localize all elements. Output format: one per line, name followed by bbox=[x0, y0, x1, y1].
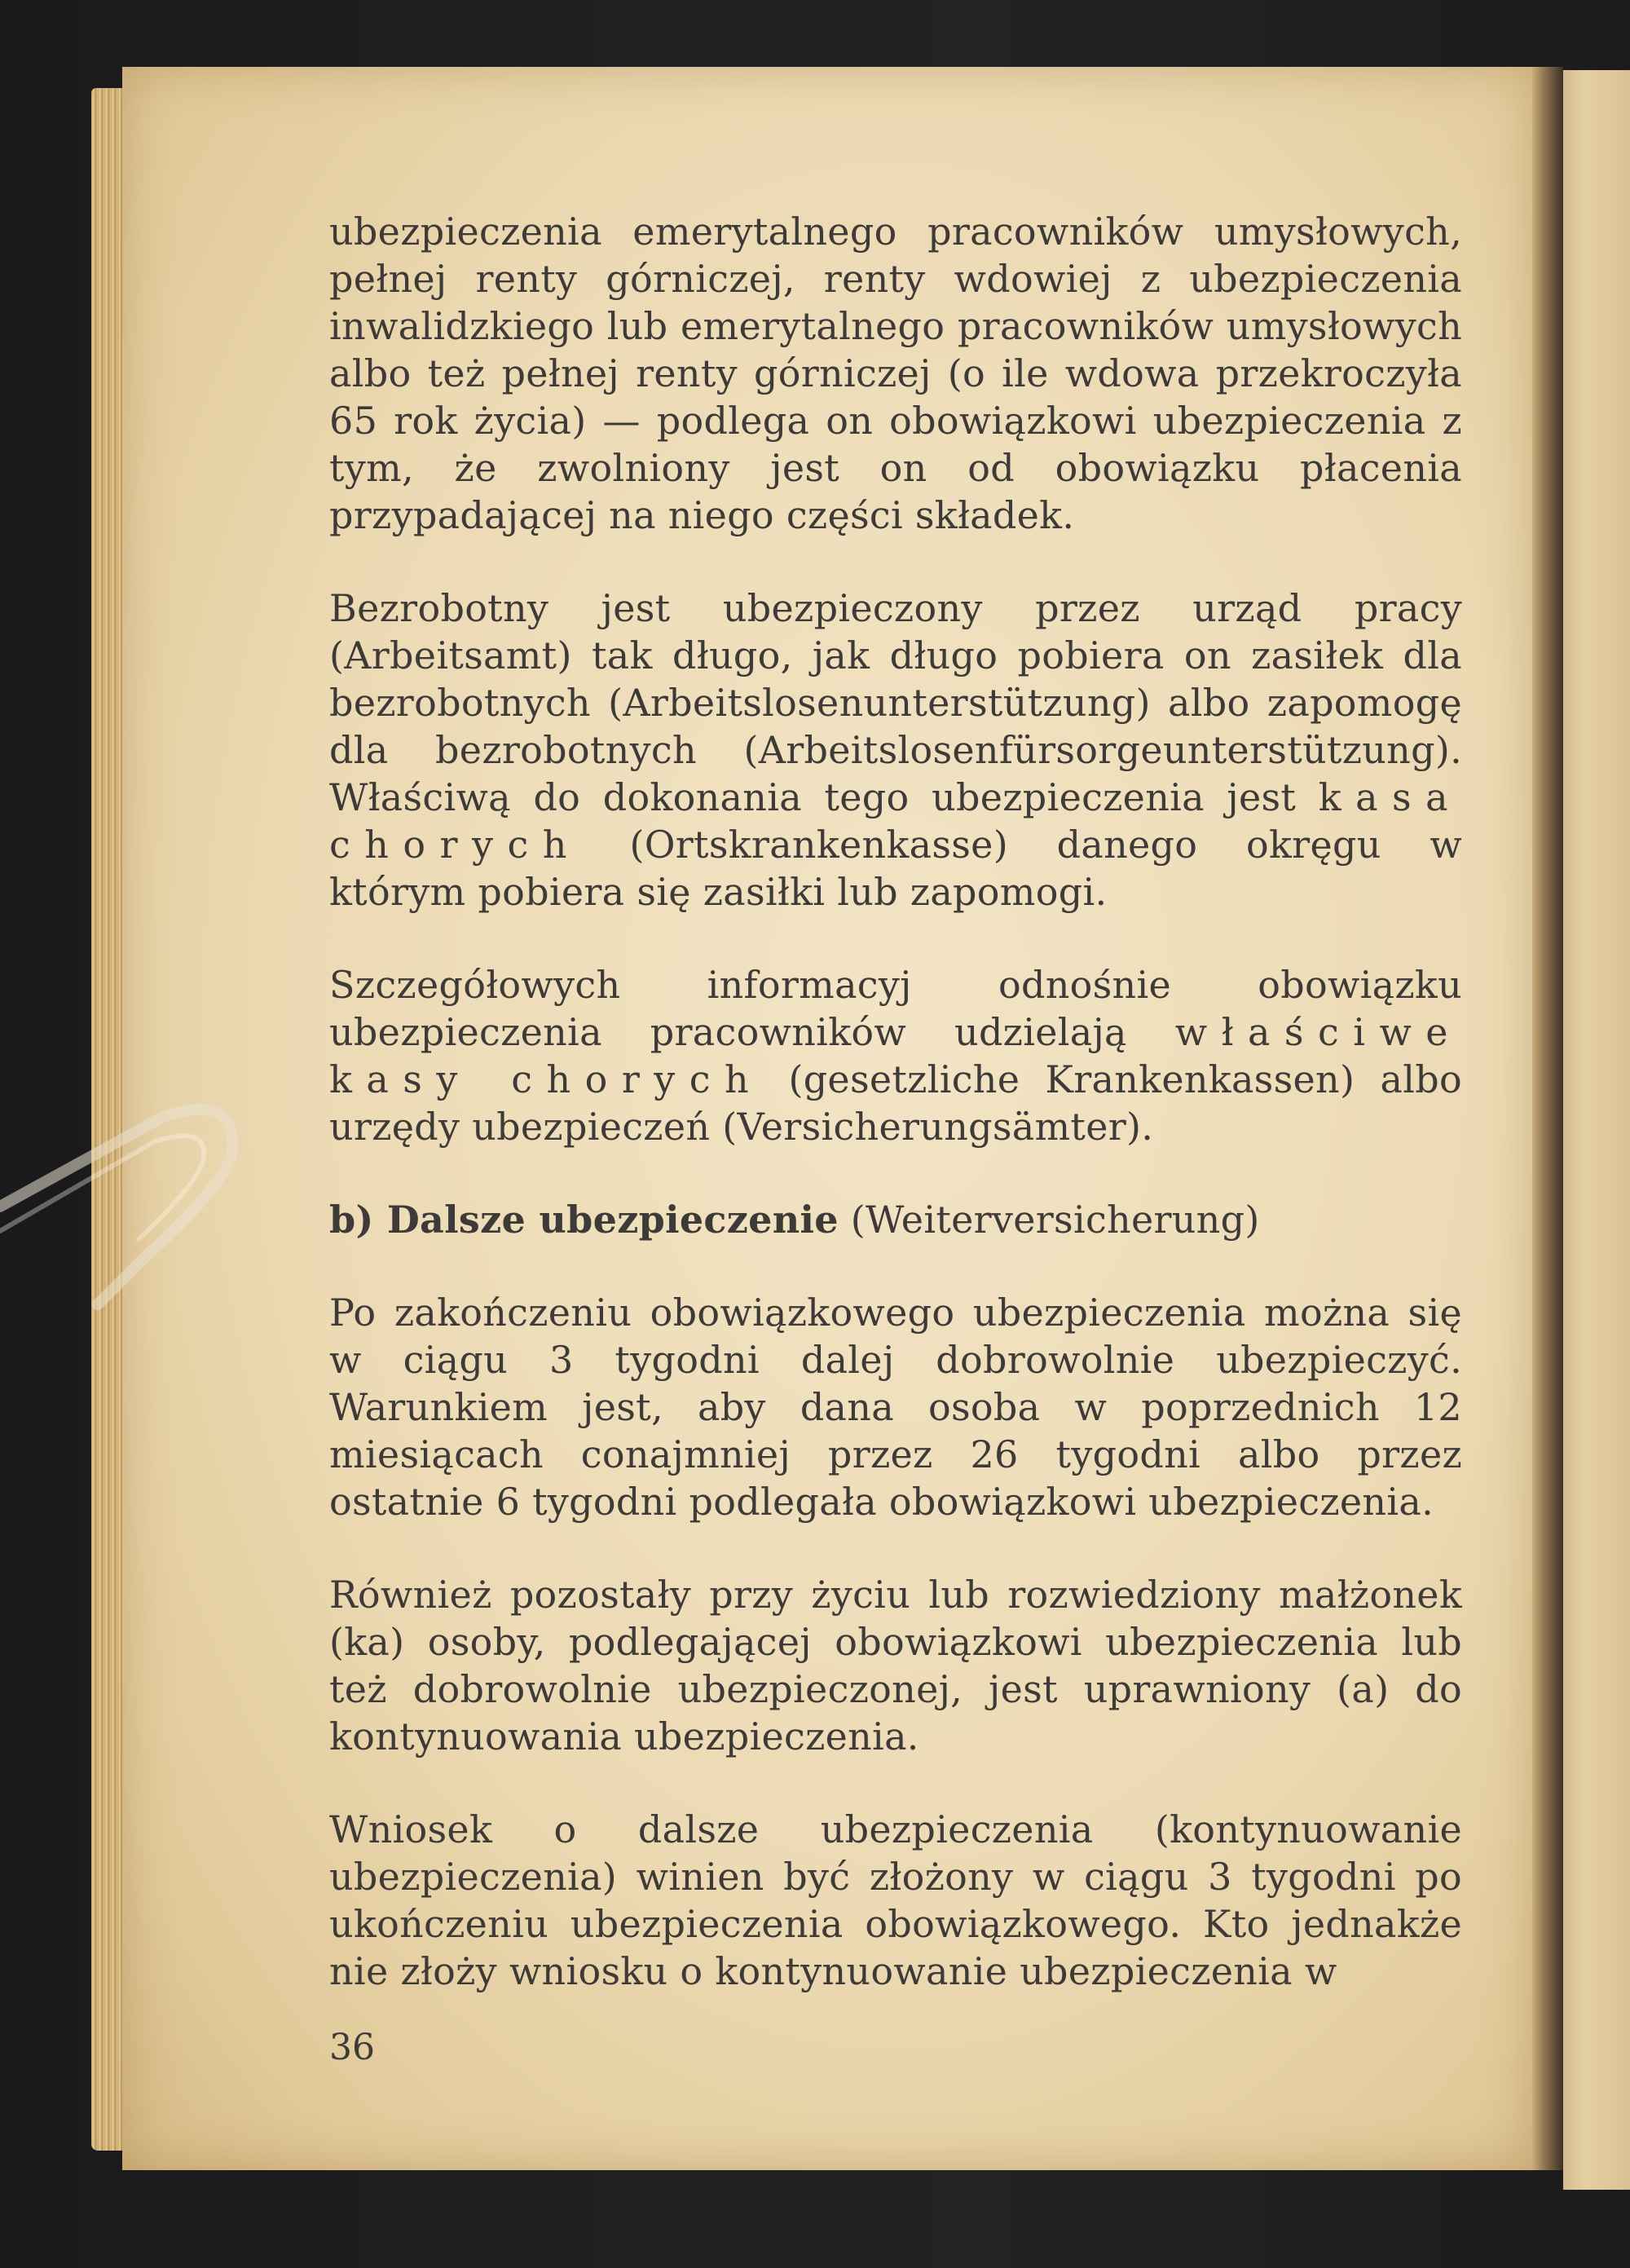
page-number: 36 bbox=[329, 2027, 375, 2068]
paragraph-2-start: Bezrobotny jest ubezpieczony przez urząd pracy (Arbeitsamt) tak długo, jak długo pobiera on zasiłek dla bezrobotnych (Arbeitslosenunterstützung) albo zapomogę dla bezrobotnych (Arbeitslosenfürsorgeunterstützung). Właściwą do dokonania tego ubezpieczenia jest bbox=[329, 586, 1462, 819]
paragraph-5: Również pozostały przy życiu lub rozwiedziony małżonek (ka) osoby, podlegającej obowiązkowi ubezpieczenia lub też dobrowolnie ubezpieczonej, jest uprawniony (a) do kontynuowania ubezpieczenia. bbox=[329, 1573, 1462, 1758]
paragraph-3-emphasis: właściwe kasy chorych bbox=[329, 1010, 1462, 1101]
next-page-edge bbox=[1563, 70, 1630, 2190]
page-text bbox=[329, 208, 1462, 2041]
paragraph-6: Wniosek o dalsze ubezpieczenia (kontynuowanie ubezpieczenia) winien być złożony w ciągu 3 tygodni po ukończeniu ubezpieczenia obowiązkowego. Kto jednakże nie złoży wniosku o kontynuowanie ubezpieczenia w bbox=[329, 1807, 1462, 1993]
paragraph-3 bbox=[329, 961, 1462, 1150]
paragraph-3-start: Szczegółowych informacyj odnośnie obowiązku ubezpieczenia pracowników udzielają bbox=[329, 963, 1462, 1054]
section-heading bbox=[329, 1196, 1462, 1243]
section-heading-rest: (Weiterversicherung) bbox=[838, 1198, 1260, 1242]
paragraph-2-emphasis: kasa chorych bbox=[329, 775, 1462, 867]
paragraph-1: ubezpieczenia emerytalnego pracowników umysłowych, pełnej renty górniczej, renty wdowiej z ubezpieczenia inwalidzkiego lub emerytalnego pracowników umysłowych albo też pełnej renty górniczej (o ile wdowa przekroczyła 65 rok życia) — podlega on obowiązkowi ubezpieczenia z tym, że zwolniony jest on od obowiązku płacenia przypadającej na niego części składek. bbox=[329, 210, 1462, 537]
paragraph-2 bbox=[329, 585, 1462, 916]
paragraph-4: Po zakończeniu obowiązkowego ubezpieczenia można się w ciągu 3 tygodni dalej dobrowolnie ubezpieczyć. Warunkiem jest, aby dana osoba w poprzednich 12 miesiącach conajmniej przez 26 tygodni albo przez ostatnie 6 tygodni podlegała obowiązkowi ubezpieczenia. bbox=[329, 1291, 1462, 1524]
book-gutter bbox=[1532, 67, 1563, 2170]
paragraph-3-end: (gesetzliche Krankenkassen) albo urzędy ubezpieczeń (Versicherungsämter). bbox=[329, 1057, 1462, 1149]
paragraph-2-end: (Ortskrankenkasse) danego okręgu w którym pobiera się zasiłki lub zapomogi. bbox=[329, 823, 1462, 914]
section-heading-bold: b) Dalsze ubezpieczenie bbox=[329, 1198, 839, 1242]
